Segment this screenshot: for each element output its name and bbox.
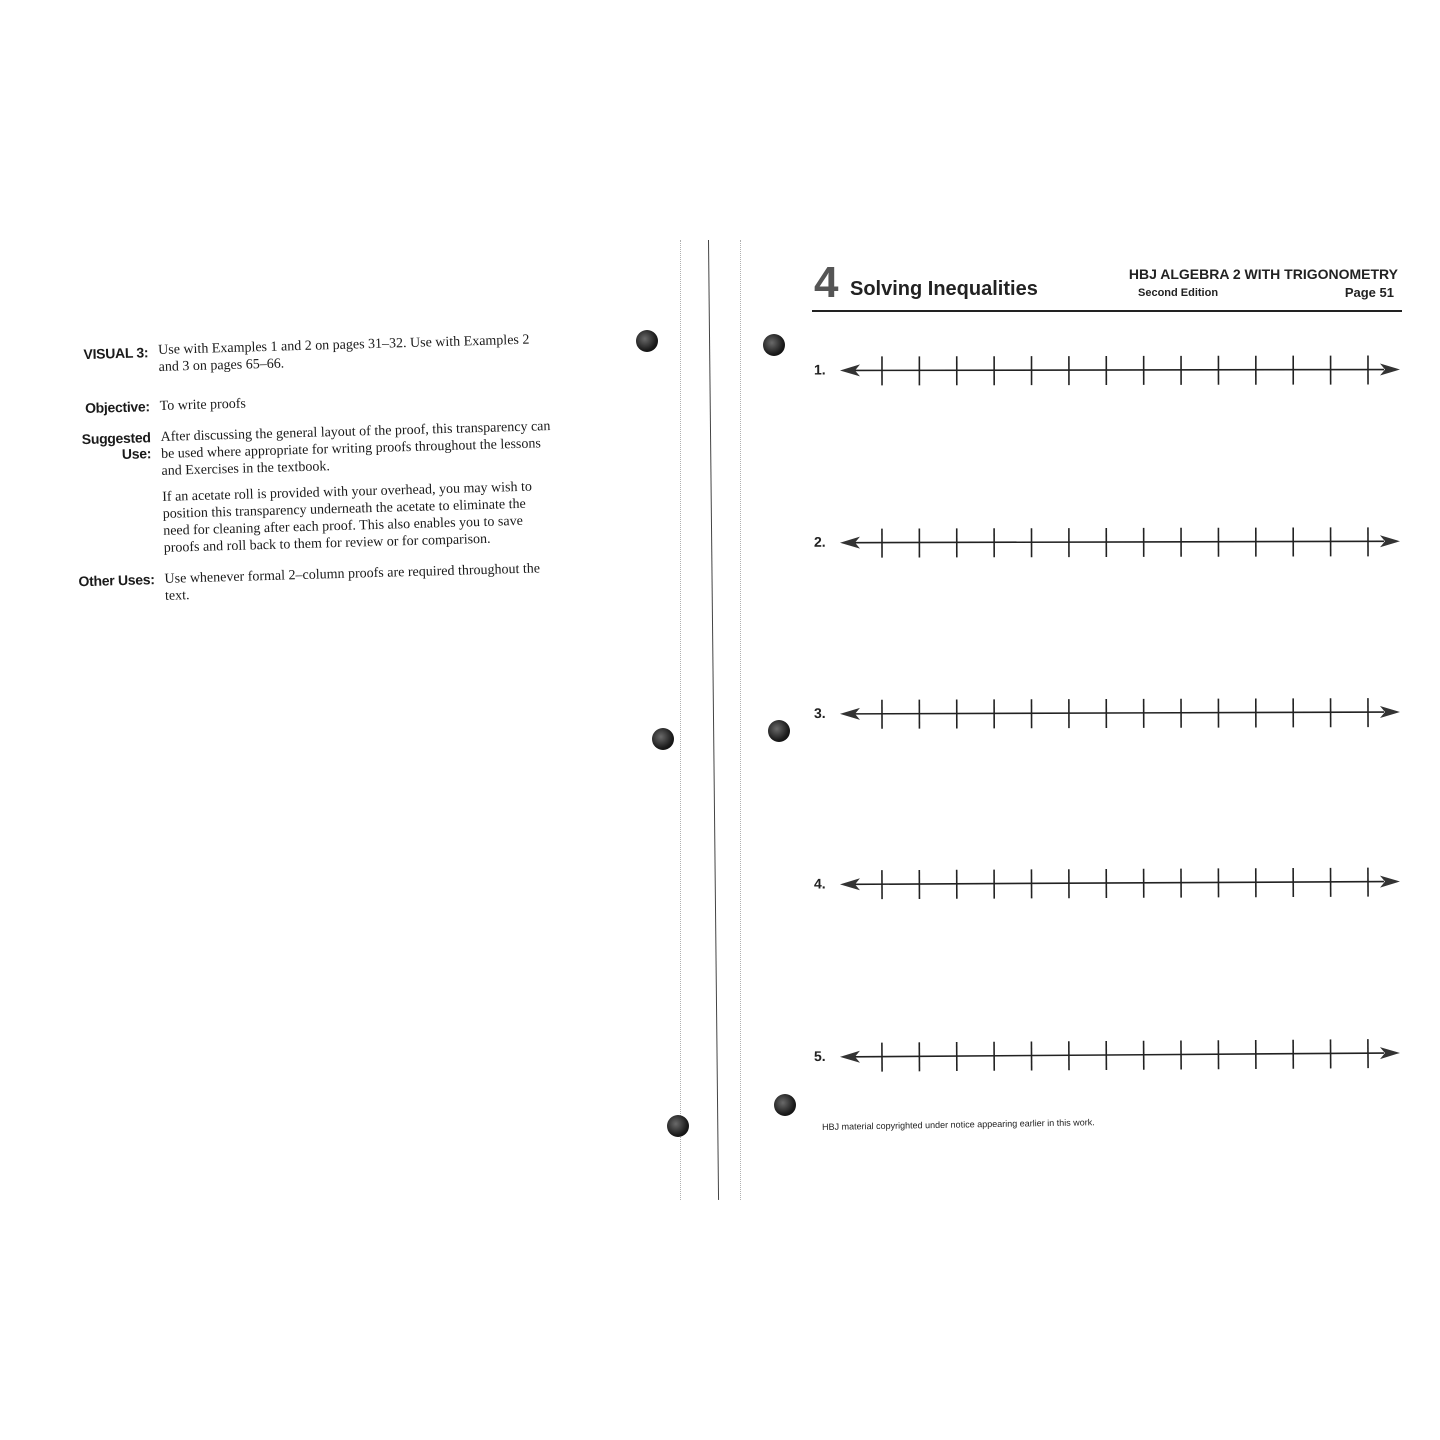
number-line <box>840 524 1400 565</box>
number-line-axis <box>854 1053 1384 1057</box>
page-gutter-line <box>708 240 719 1200</box>
objective-label: Objective: <box>84 398 150 417</box>
suggested-use-text <box>160 418 555 557</box>
other-uses-label: Other Uses: <box>78 571 155 590</box>
objective-text <box>160 387 552 415</box>
visual-entry <box>50 331 551 379</box>
objective-entry <box>52 387 552 418</box>
other-uses-text <box>164 560 557 605</box>
other-uses-paragraph: Use whenever formal 2–column proofs are required throughout the text. <box>164 561 541 604</box>
punch-hole <box>667 1115 689 1137</box>
number-line-row-1 <box>812 352 1402 393</box>
page-header <box>812 258 1402 312</box>
visual-text <box>158 331 551 376</box>
number-line-row-2 <box>812 524 1402 566</box>
suggested-use-entry <box>52 418 555 560</box>
number-line-axis <box>854 882 1384 885</box>
punch-hole <box>763 334 785 356</box>
left-page <box>50 331 558 622</box>
right-margin-dots <box>740 240 741 1200</box>
number-line-row-3 <box>812 695 1402 737</box>
visual-label: VISUAL 3: <box>83 344 149 363</box>
number-line-axis <box>854 370 1384 371</box>
number-line-label: 4. <box>813 875 826 892</box>
number-line-label: 2. <box>813 533 826 550</box>
number-line-row-4 <box>812 864 1402 907</box>
chapter-number: 4 <box>814 258 839 307</box>
punch-hole <box>768 720 790 742</box>
suggested-use-paragraph-1: After discussing the general layout of the proof, this transparency can be used where appropriate for writing proofs throughout the lessons and Exercises in the textbook. <box>160 419 551 479</box>
number-line <box>840 1036 1400 1080</box>
punch-hole <box>774 1094 796 1116</box>
number-line-label: 1. <box>813 361 826 378</box>
right-page <box>812 258 1402 1158</box>
chapter-title: Solving Inequalities <box>850 278 1038 300</box>
number-line-label: 5. <box>813 1047 826 1065</box>
left-margin-dots <box>680 240 681 1200</box>
edition-label: Second Edition <box>1138 287 1219 299</box>
number-line <box>840 352 1400 393</box>
suggested-use-paragraph-2: If an acetate roll is provided with your overhead, you may wish to position this transparency underneath the acetate to eliminate the need for cleaning after each proof. This also enables you to save proofs and roll back to them for review or for comparison. <box>162 479 533 556</box>
number-line-row-5 <box>812 1036 1402 1080</box>
copyright-notice: HBJ material copyrighted under notice appearing earlier in this work. <box>822 1117 1095 1132</box>
number-line-label: 3. <box>813 704 826 722</box>
other-uses-entry <box>56 560 557 608</box>
page-number: Page 51 <box>1344 285 1394 300</box>
objective-paragraph: To write proofs <box>159 396 247 414</box>
number-line-axis <box>854 712 1384 714</box>
visual-paragraph: Use with Examples 1 and 2 on pages 31–32. Use with Examples 2 and 3 on pages 65–66. <box>157 332 530 375</box>
punch-hole <box>636 330 658 352</box>
suggested-use-label: Suggested Use: <box>81 429 152 463</box>
punch-hole <box>652 728 674 750</box>
number-line-axis <box>854 541 1384 542</box>
number-line <box>840 695 1400 737</box>
number-line <box>840 864 1400 907</box>
book-title: HBJ ALGEBRA 2 WITH TRIGONOMETRY <box>1128 266 1398 282</box>
